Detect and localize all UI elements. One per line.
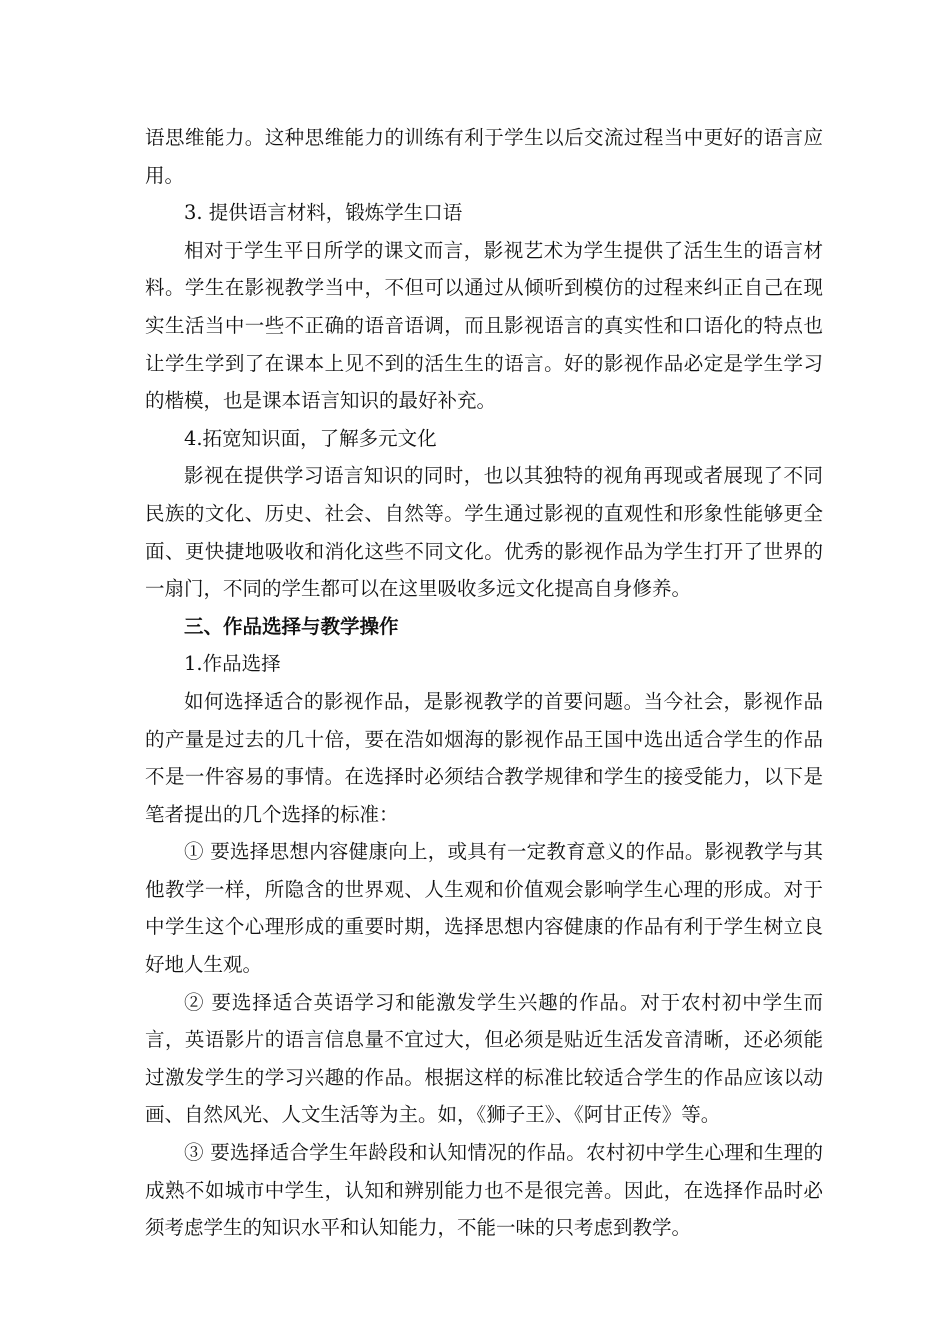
criterion-2: ② 要选择适合英语学习和能激发学生兴趣的作品。对于农村初中学生而言，英语影片的语言信息量不宜过大，但必须是贴近生活发音清晰，还必须能过激发学生的学习兴趣的作品。根据这样的标准比较适合学生的作品应该以动画、自然风光、人文生活等为主。如，《狮子王》、《阿甘正传》等。	[145, 990, 823, 1127]
paragraph-language-material: 相对于学生平日所学的课文而言，影视艺术为学生提供了活生生的语言材料。学生在影视教学当中，不但可以通过从倾听到模仿的过程来纠正自己在现实生活当中一些不正确的语音语调，而且影视语言的真实性和口语化的特点也让学生学到了在课本上见不到的活生生的语言。好的影视作品必定是学生学习的楷模，也是课本语言知识的最好补充。	[145, 238, 823, 413]
criterion-3: ③ 要选择适合学生年龄段和认知情况的作品。农村初中学生心理和生理的成熟不如城市中学生，认知和辨别能力也不是很完善。因此，在选择作品时必须考虑学生的知识水平和认知能力，不能一味的只考虑到教学。	[145, 1141, 823, 1240]
subheading-provide-language-material: 3. 提供语言材料，锻炼学生口语	[184, 201, 463, 225]
criterion-1: ① 要选择思想内容健康向上，或具有一定教育意义的作品。影视教学与其他教学一样，所隐含的世界观、人生观和价值观会影响学生心理的形成。对于中学生这个心理形成的重要时期，选择思想内容健康的作品有利于学生树立良好地人生观。	[145, 840, 823, 977]
subheading-work-selection: 1.作品选择	[184, 652, 281, 676]
subheading-broaden-knowledge: 4.拓宽知识面，了解多元文化	[184, 426, 437, 450]
section-heading-work-selection: 三、作品选择与教学操作	[184, 614, 399, 638]
paragraph-multicultural: 影视在提供学习语言知识的同时，也以其独特的视角再现或者展现了不同民族的文化、历史、社会、自然等。学生通过影视的直观性和形象性能够更全面、更快捷地吸收和消化这些不同文化。优秀的影视作品为学生打开了世界的一扇门，不同的学生都可以在这里吸收多远文化提高自身修养。	[145, 464, 823, 601]
paragraph-continuation: 语思维能力。这种思维能力的训练有利于学生以后交流过程当中更好的语言应用。	[145, 126, 823, 187]
document-page	[145, 119, 823, 1247]
paragraph-selection-intro: 如何选择适合的影视作品，是影视教学的首要问题。当今社会，影视作品的产量是过去的几十倍，要在浩如烟海的影视作品王国中选出适合学生的作品不是一件容易的事情。在选择时必须结合教学规律和学生的接受能力，以下是笔者提出的几个选择的标准：	[145, 689, 823, 826]
